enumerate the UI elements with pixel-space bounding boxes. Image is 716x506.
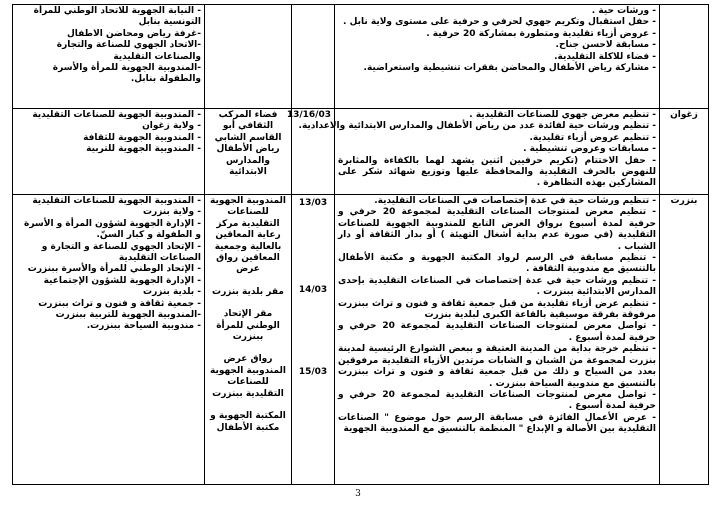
- region-cell: بنزرت: [660, 195, 709, 485]
- place-item: المندوبية الجهوية للصناعات التقليدية مركز رعاية المعاقين بالعالية وجمعية المعاقين رواق عرض: [210, 196, 286, 275]
- partner-item: -الاتحاد الجهوي للصناعة والتجارة والصناعات التقليدية: [56, 40, 201, 62]
- partners-cell: [13, 5, 205, 109]
- partner-item: - المندوبية الجهوية للصناعات التقليدية: [32, 110, 201, 120]
- date-value: 15/03: [298, 366, 328, 377]
- place-item: المكتبة الجهوية و مكتبة الأطفال: [210, 411, 286, 433]
- place-cell: [205, 5, 292, 109]
- partner-item: - المندوبية الجهوية للثقافة: [83, 132, 201, 143]
- partner-item: - ولاية زغوان: [142, 121, 201, 132]
- partner-item: - جمعية ثقافة و فنون و تراث ببنزرت: [38, 298, 201, 309]
- partners-cell: [13, 195, 205, 485]
- activity-item: - تنظيم ورشات حية في عدة إختصاصات في الصناعات التقليدية.: [374, 196, 656, 206]
- table-row: [13, 109, 709, 195]
- partner-item: - المندوبية الجهوية للصناعات التقليدية: [32, 196, 201, 206]
- partner-item: - بلدية بنزرت: [143, 287, 201, 298]
- activity-item: - تنظيم ورشات حية لفائدة عدد من رياض الأطفال والمدارس الابتدائية والاعدادية.: [298, 121, 656, 132]
- activity-item: - ورشات حية .: [591, 6, 656, 16]
- date-cell: [292, 5, 335, 109]
- date-cell: [292, 195, 335, 485]
- activity-item: - حفل الاختتام (تكريم حرفيين اثنين يشهد لهما بالكفاءة والمثابرة للنهوض بالحرف التقليدية والمحافظة عليها وتوزيع شهائد شكر على المشاركين بهذه التظاهرة .: [338, 155, 656, 189]
- activity-item: - تنظيم معرض لمنتوجات الصناعات التقليدية لمجموعة 20 حرفي و حرفية لمدة أسبوع برواق العرض التابع للمندوبية الجهوية للصناعات التقليدية (في صورة عدم بداية أشغال التهيئة ) أو بدار الثقافة أو دار الشباب .: [338, 207, 657, 252]
- place-item: مقر بلدية بنزرت: [212, 286, 284, 297]
- partner-item: - الإتحاد الوطني للمرأة والأسرة ببنزرت: [27, 264, 201, 275]
- activities-cell: [335, 5, 660, 109]
- activity-item: - مشاركة رياض الأطفال والمحاضن بفقرات تنشيطية واستعراضية.: [363, 63, 656, 74]
- table-row: [13, 5, 709, 109]
- partner-item: - المندوبية الجهوية للتربية: [86, 144, 201, 155]
- partner-item: -المندوبية الجهوية للتربية ببنزرت: [55, 310, 201, 321]
- partners-cell: [13, 109, 205, 195]
- activity-item: - تنظيم عرض أزياء تقليدية من قبل جمعية ثقافة و فنون و تراث ببنزرت مرفوقة بفرقة موسيقية بالقاعة الكبرى لبلدية بنزرت: [338, 298, 656, 321]
- region-cell: [660, 5, 709, 109]
- activity-item: - عرض الأعمال الفائزة في مسابقة الرسم حول موضوع " الصناعات التقليدية بين الأصالة و الإبداع " المنظمة بالتنسيق مع المندوبية الجهوية: [338, 412, 656, 435]
- partner-item: - ولاية بنزرت: [142, 207, 201, 218]
- activity-item: - تواصل معرض لمنتوجات الصناعات التقليدية لمجموعة 20 حرفي و حرفية لمدة أسبوع .: [338, 321, 656, 343]
- date-value: 13/16/03: [286, 110, 331, 120]
- region-cell: زغوان: [660, 109, 709, 195]
- activity-item: - تنظيم مسابقة في الرسم لرواد المكتبة الجهوية و مكتبة الأطفال بالتنسيق مع مندوبية الثقافة .: [338, 253, 656, 275]
- place-item: رواق عرض المندوبية الجهوية للصناعات التقليدية ببنزرت: [210, 354, 286, 399]
- activity-item: - تواصل معرض لمنتوجات الصناعات التقليدية لمجموعة 20 حرفي و حرفية لمدة أسبوع .: [338, 389, 656, 412]
- activities-cell: [335, 195, 660, 485]
- activity-item: - مسابقات وعروض تنشيطية .: [523, 144, 656, 155]
- activity-item: - فضاء للاكلة التقليدية.: [554, 51, 656, 62]
- partner-item: - الإدارة الجهوية لشؤون المرأة و الأسرة و الطفولة و كبار السنّ.: [24, 218, 201, 241]
- table-row: [13, 195, 709, 485]
- partner-item: -المندوبية الجهوية للمرأة والأسرة والطفولة بنابل.: [52, 63, 201, 85]
- activity-item: - تنظيم معرض جهوي للصناعات التقليدية .: [469, 110, 656, 120]
- place-cell: [205, 109, 292, 195]
- activity-item: - مسابقة لاحسن جناح.: [555, 40, 656, 51]
- activity-item: - تنظيم خرجة بداية من المدينة العتيقة و ببعض الشوارع الرئيسية لمدينة بنزرت لمجموعة من الشبان و الشابات مرتدين الأزياء التقليدية مرفوقين بعدد من السياح و ذلك من قبل جمعية ثقافة و فنون و تراث ببنزرت بالتنسيق مع مندوبية السياحة ببنزرت .: [338, 344, 656, 389]
- partner-item: - الإدارة الجهوية للشؤون الإجتماعية: [43, 275, 201, 286]
- place-cell: [205, 195, 292, 485]
- date-value: 14/03: [298, 285, 328, 296]
- activity-schedule-table: [12, 4, 709, 485]
- partner-item: - الإتحاد الجهوي للصناعة و التجارة و الصناعات التقليدية: [41, 241, 201, 264]
- partner-item: -غرفة رياض ومحاضن الاطفال: [66, 28, 201, 39]
- activity-item: - تنظيم ورشات حية في عدة إختصاصات في الصناعات التقليدية بإحدى المدارس الابتدائية ببنزرت .: [338, 275, 656, 298]
- page-number: 3: [355, 489, 361, 499]
- place-item: مقر الإتحاد الوطني للمرأة ببنزرت: [216, 309, 280, 343]
- activity-item: - حفل استقبال وتكريم جهوي لحرفي و حرفية على مستوى ولاية نابل .: [343, 17, 656, 28]
- activity-item: - عروض أزياء تقليدية ومتطورة بمشاركة 20 حرفية .: [426, 28, 656, 39]
- place-item: فضاء المركب الثقافي أبو القاسم الشابي رياض الأطفال والمدارس الابتدائية: [214, 110, 282, 178]
- date-value: 13/03: [298, 198, 328, 208]
- partner-item: - النيابة الجهوية للاتحاد الوطني للمرأة التونسية بنابل: [33, 6, 201, 28]
- partner-item: - مندوبية السياحة ببنزرت.: [86, 321, 201, 332]
- activity-item: - تنظيم عروض أزياء تقليدية.: [529, 132, 656, 143]
